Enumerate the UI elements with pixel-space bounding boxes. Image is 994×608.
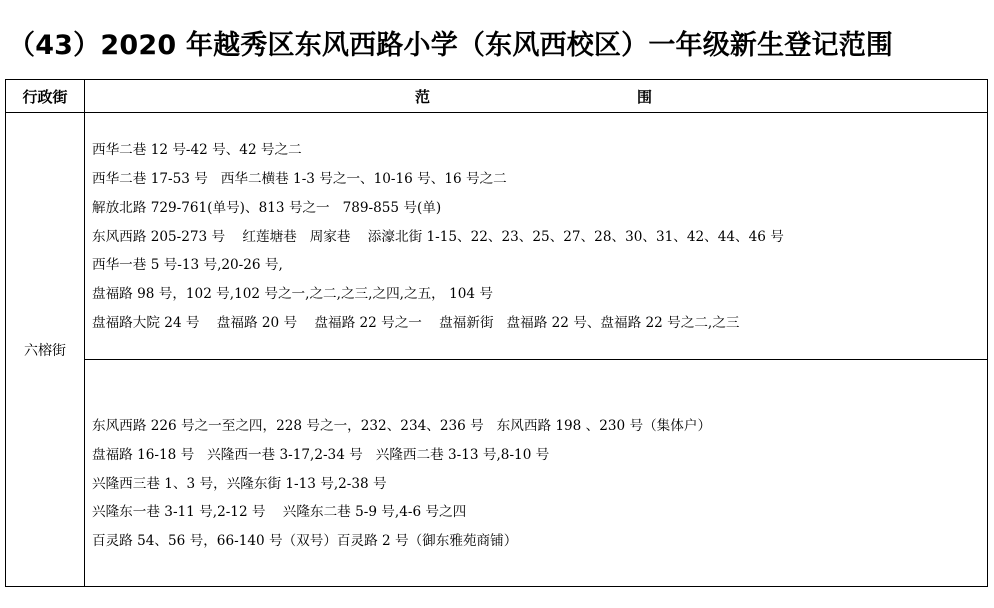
range-line: 盘福路 16-18 号 兴隆西一巷 3-17,2-34 号 兴隆西二巷 3-13 号,8-10 号	[92, 446, 550, 463]
header-street: 行政街	[6, 80, 85, 113]
header-range-char-2: 围	[637, 88, 653, 106]
range-line: 兴隆东一巷 3-11 号,2-12 号 兴隆东二巷 5-9 号,4-6 号之四	[92, 504, 467, 521]
range-line: 解放北路 729-761(单号)、813 号之一 789-855 号(单)	[92, 199, 442, 216]
range-line: 盘福路 98 号，102 号,102 号之一,之二,之三,之四,之五， 104 号	[92, 286, 493, 303]
table-row	[6, 360, 988, 587]
range-line: 东风西路 205-273 号 红莲塘巷 周家巷 添濠北街 1-15、22、23、25、27、28、30、31、42、44、46 号	[92, 228, 784, 245]
header-range	[85, 80, 988, 113]
document-title: （43）2020 年越秀区东风西路小学（东风西校区）一年级新生登记范围	[8, 30, 894, 61]
table-row	[6, 113, 988, 360]
range-line: 西华一巷 5 号-13 号,20-26 号,	[92, 257, 283, 274]
range-line: 西华二巷 17-53 号 西华二横巷 1-3 号之一、10-16 号、16 号之二	[92, 171, 507, 187]
range-line: 东风西路 226 号之一至之四，228 号之一，232、234、236 号 东风西路 198 、230 号（集体户）	[92, 418, 712, 434]
range-line: 百灵路 54、56 号，66-140 号（双号）百灵路 2 号（御东雅苑商铺）	[92, 533, 518, 550]
header-range-char-1: 范	[415, 88, 431, 106]
range-line: 西华二巷 12 号-42 号、42 号之二	[92, 142, 302, 159]
range-line: 兴隆西三巷 1、3 号，兴隆东街 1-13 号,2-38 号	[92, 475, 387, 492]
table-header-row	[6, 80, 988, 113]
range-block-2	[85, 360, 988, 587]
street-name-cell: 六榕街	[6, 113, 85, 587]
range-line: 盘福路大院 24 号 盘福路 20 号 盘福路 22 号之一 盘福新街 盘福路 22 号、盘福路 22 号之二,之三	[92, 314, 740, 331]
range-block-1	[85, 113, 988, 360]
enrollment-range-table	[5, 79, 988, 587]
